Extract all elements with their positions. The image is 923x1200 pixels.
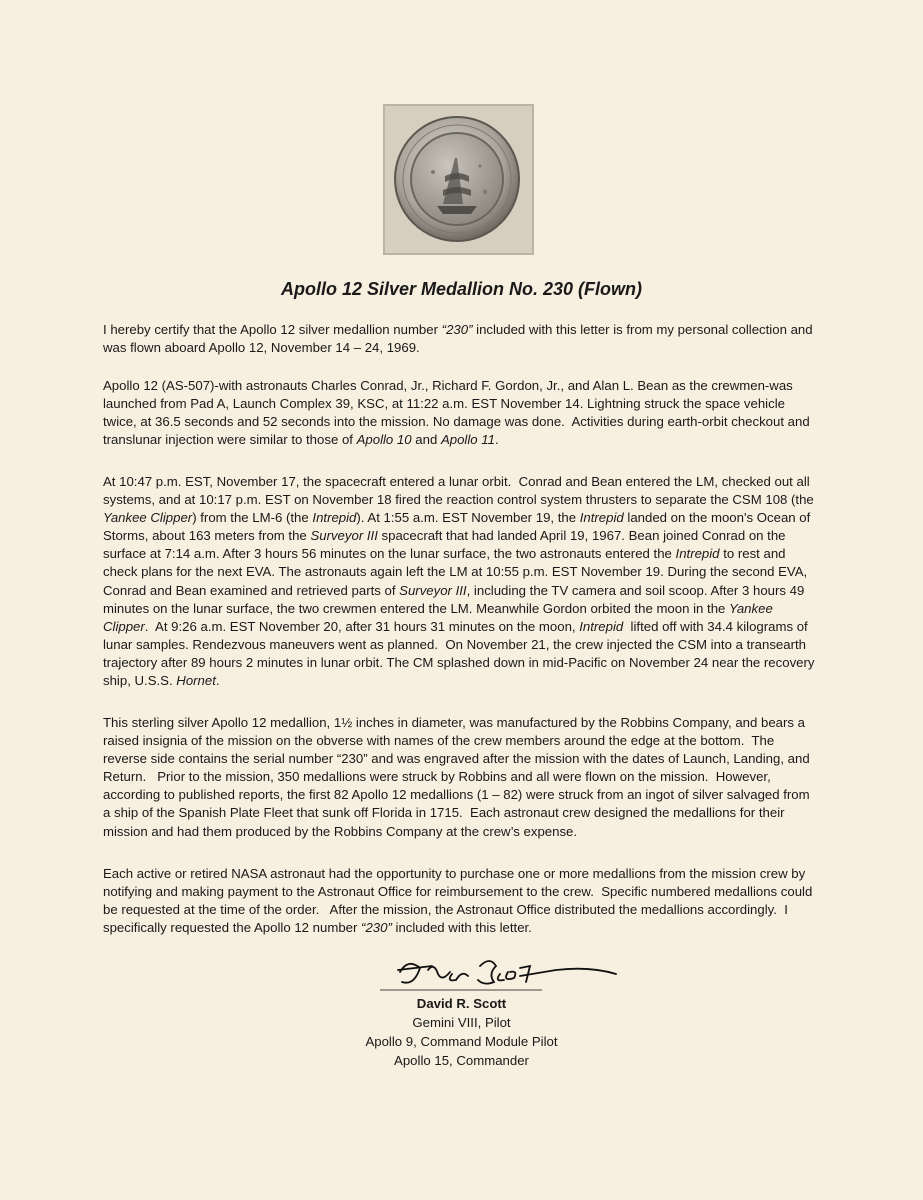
paragraph-mission: At 10:47 p.m. EST, November 17, the spacecraft entered a lunar orbit. Conrad and Bean entered the LM, checked out all systems, and at 10:17 p.m. EST on November 18 fired the reaction control system thrusters to separate the CSM 108 (the Yankee Clipper) from the LM-6 (the Intrepid). At 1:55 a.m. EST November 19, the Intrepid landed on the moon's Ocean of Storms, about 163 meters from the Surveyor III spacecraft that had landed April 19, 1967. Bean joined Conrad on the surface at 7:14 a.m. After 3 hours 56 minutes on the lunar surface, the two astronauts entered the Intrepid to rest and check plans for the next EVA. The astronauts again left the LM at 10:55 p.m. EST November 19. During the second EVA, Conrad and Bean examined and retrieved parts of Surveyor III, including the TV camera and soil scoop. After 3 hours 49 minutes on the lunar surface, the two crewmen entered the LM. Meanwhile Gordon orbited the moon in the Yankee Clipper. At 9:26 a.m. EST November 20, after 31 hours 31 minutes on the moon, Intrepid lifted off with 34.4 kilograms of lunar samples. Rendezvous maneuvers went as planned. On November 21, the crew injected the CSM into a transearth trajectory after 89 hours 2 minutes in lunar orbit. The CM splashed down in mid-Pacific on November 24 near the recovery ship, U.S.S. Hornet.	[103, 474, 815, 689]
paragraph-certification: I hereby certify that the Apollo 12 silver medallion number “230” included with this letter is from my personal collection and was flown aboard Apollo 12, November 14 – 24, 1969.	[103, 322, 813, 356]
paragraph-medallion-details: This sterling silver Apollo 12 medallion, 1½ inches in diameter, was manufactured by the Robbins Company, and bears a raised insignia of the mission on the obverse with names of the crew members around the edge at the bottom. The reverse side contains the serial number “230” and was engraved after the mission with the dates of Launch, Landing, and Return. Prior to the mission, 350 medallions were struck by Robbins and all were flown on the mission. However, according to published reports, the first 82 Apollo 12 medallions (1 – 82) were struck from an ingot of silver salvaged from a ship of the Spanish Plate Fleet that sunk off Florida in 1715. Each astronaut crew designed the medallions for their mission and had them produced by the Robbins Company at the crew’s expense.	[103, 715, 810, 839]
medallion-photo	[383, 104, 534, 255]
signature-block	[0, 994, 923, 1070]
document-title: Apollo 12 Silver Medallion No. 230 (Flown)	[280, 279, 643, 299]
signer-name: David R. Scott	[416, 996, 507, 1011]
signer-title-apollo9: Apollo 9, Command Module Pilot	[365, 1034, 558, 1049]
signature-icon	[380, 952, 620, 996]
medallion-icon	[385, 106, 532, 253]
handwritten-signature	[380, 952, 620, 996]
signer-title-gemini: Gemini VIII, Pilot	[412, 1015, 511, 1030]
signer-title-apollo15: Apollo 15, Commander	[394, 1053, 529, 1068]
paragraph-purchase: Each active or retired NASA astronaut had the opportunity to purchase one or more medallions from the mission crew by notifying and making payment to the Astronaut Office for reimbursement to the crew. Specific numbered medallions could be requested at the time of the order. After the mission, the Astronaut Office distributed the medallions accordingly. I specifically requested the Apollo 12 number “230” included with this letter.	[103, 866, 813, 936]
paragraph-launch: Apollo 12 (AS-507)-with astronauts Charles Conrad, Jr., Richard F. Gordon, Jr., and Alan L. Bean as the crewmen-was launched from Pad A, Launch Complex 39, KSC, at 11:22 a.m. EST November 14. Lightning struck the space vehicle twice, at 36.5 seconds and 52 seconds into the mission. No damage was done. Activities during earth-orbit checkout and translunar injection were similar to those of Apollo 10 and Apollo 11.	[103, 378, 810, 448]
